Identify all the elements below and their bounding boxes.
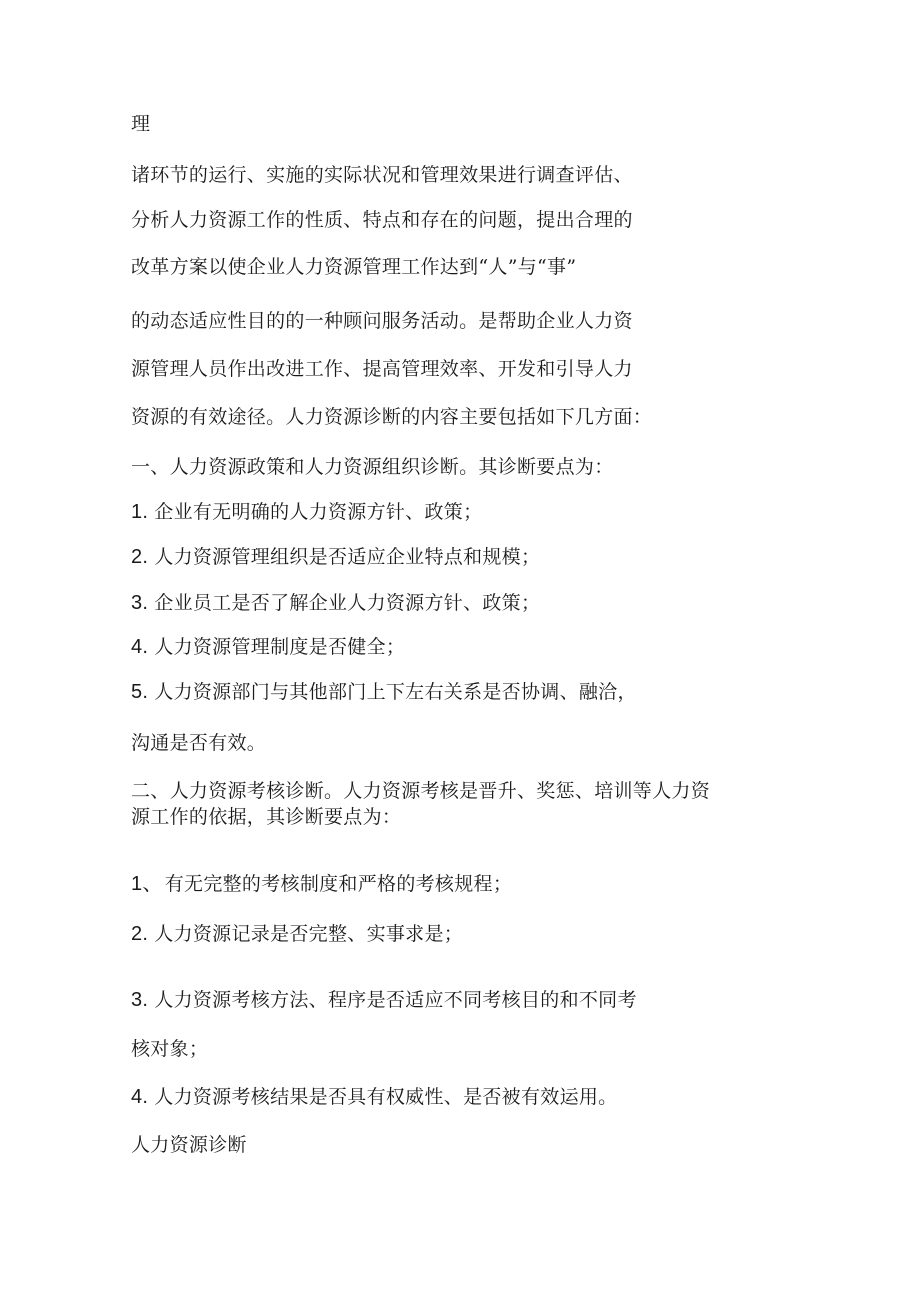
section-heading: 一、人力资源政策和人力资源组织诊断。其诊断要点为： xyxy=(131,456,614,478)
text-line: 源管理人员作出改进工作、提高管理效率、开发和引导人力 xyxy=(131,358,633,380)
list-item: 4. 人力资源考核结果是否具有权威性、是否被有效运用。 xyxy=(131,1086,618,1108)
text-line: 改革方案以使企业人力资源管理工作达到“人”与“事” xyxy=(131,256,577,278)
list-item: 3. 人力资源考核方法、程序是否适应不同考核目的和不同考 xyxy=(131,989,637,1011)
section-heading: 二、人力资源考核诊断。人力资源考核是晋升、奖惩、培训等人力资 xyxy=(131,780,711,802)
text-line: 人力资源诊断 xyxy=(131,1134,247,1156)
text-line: 资源的有效途径。人力资源诊断的内容主要包括如下几方面： xyxy=(131,406,653,428)
text-line: 的动态适应性目的的一种顾问服务活动。是帮助企业人力资 xyxy=(131,310,633,332)
text-line: 核对象； xyxy=(131,1038,209,1060)
text-line: 诸环节的运行、实施的实际状况和管理效果进行调查评估、 xyxy=(131,164,633,186)
list-item: 1、 有无完整的考核制度和严格的考核规程； xyxy=(131,873,513,895)
text-line: 源工作的依据，其诊断要点为： xyxy=(131,806,402,828)
text-line: 分析人力资源工作的性质、特点和存在的问题，提出合理的 xyxy=(131,209,633,231)
text-line: 沟通是否有效。 xyxy=(131,732,267,754)
list-item: 4. 人力资源管理制度是否健全； xyxy=(131,636,406,658)
list-item: 1. 企业有无明确的人力资源方针、政策； xyxy=(131,501,483,523)
text-line: 理 xyxy=(131,113,151,135)
list-item: 2. 人力资源管理组织是否适应企业特点和规模； xyxy=(131,546,541,568)
list-item: 3. 企业员工是否了解企业人力资源方针、政策； xyxy=(131,592,541,614)
list-item: 5. 人力资源部门与其他部门上下左右关系是否协调、融洽， xyxy=(131,681,637,703)
list-item: 2. 人力资源记录是否完整、实事求是； xyxy=(131,923,464,945)
